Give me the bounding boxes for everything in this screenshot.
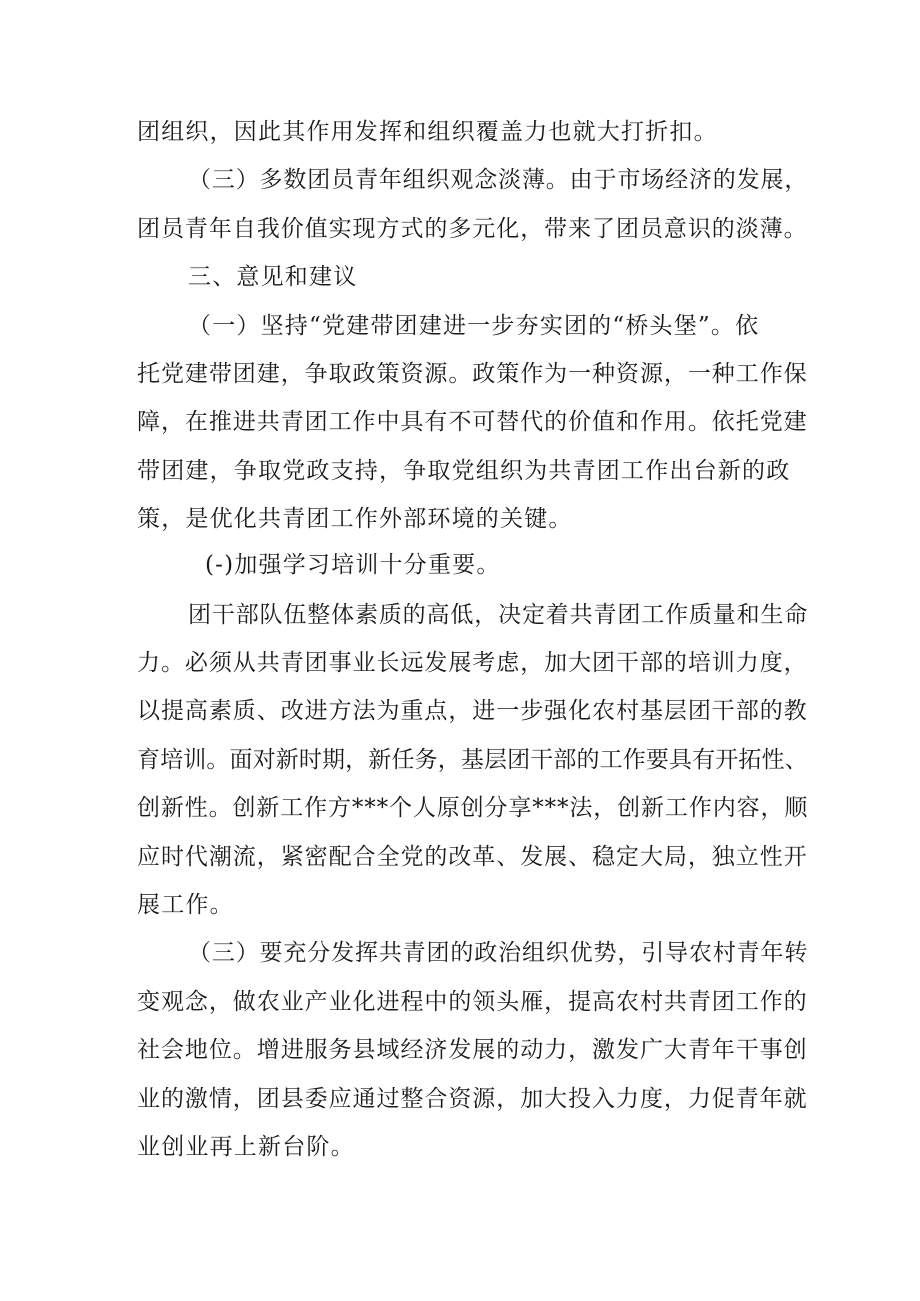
text-line: 变观念，做农业产业化进程中的领头雁，提高农村共青团工作的: [137, 989, 808, 1015]
text-line: 育培训。面对新时期，新任务，基层团干部的工作要具有开拓性、: [137, 747, 808, 773]
text-line: 以提高素质、改进方法为重点，进一步强化农村基层团干部的教: [137, 698, 808, 724]
text-line: 团组织，因此其作用发挥和组织覆盖力也就大打折扣。: [137, 119, 718, 145]
text-line: 展工作。: [137, 892, 234, 918]
text-line: （三）要充分发挥共青团的政治组织优势，引导农村青年转: [188, 940, 809, 966]
text-line: 业的激情，团县委应通过整合资源，加大投入力度，力促青年就: [137, 1086, 808, 1112]
text-line: 障，在推进共青团工作中具有不可替代的价值和作用。依托党建: [137, 409, 808, 435]
text-line: 团员青年自我价值实现方式的多元化，带来了团员意识的淡薄。: [137, 216, 808, 242]
text-line: 应时代潮流，紧密配合全党的改革、发展、稳定大局，独立性开: [137, 844, 808, 870]
text-line: 业创业再上新台阶。: [137, 1134, 355, 1160]
subsection-heading: （一）坚持“党建带团建进一步夯实团的“桥头堡”。依: [188, 313, 760, 339]
text-line: 力。必须从共青团事业长远发展考虑，加大团干部的培训力度，: [137, 650, 808, 676]
subsection-heading: (-)加强学习培训十分重要。: [205, 552, 501, 578]
text-line: （三）多数团员青年组织观念淡薄。由于市场经济的发展，: [188, 167, 809, 193]
text-line: 托党建带团建，争取政策资源。政策作为一种资源，一种工作保: [137, 361, 808, 387]
text-line: 社会地位。增进服务县域经济发展的动力，激发广大青年干事创: [137, 1037, 808, 1063]
text-line: 策，是优化共青团工作外部环境的关键。: [137, 506, 573, 532]
section-heading: 三、意见和建议: [188, 264, 358, 290]
text-line: 团干部队伍整体素质的高低，决定着共青团工作质量和生命: [188, 602, 809, 628]
text-line: 创新性。创新工作方***个人原创分享***法，创新工作内容，顺: [137, 795, 809, 821]
text-line: 带团建，争取党政支持，争取党组织为共青团工作出台新的政: [137, 458, 791, 484]
